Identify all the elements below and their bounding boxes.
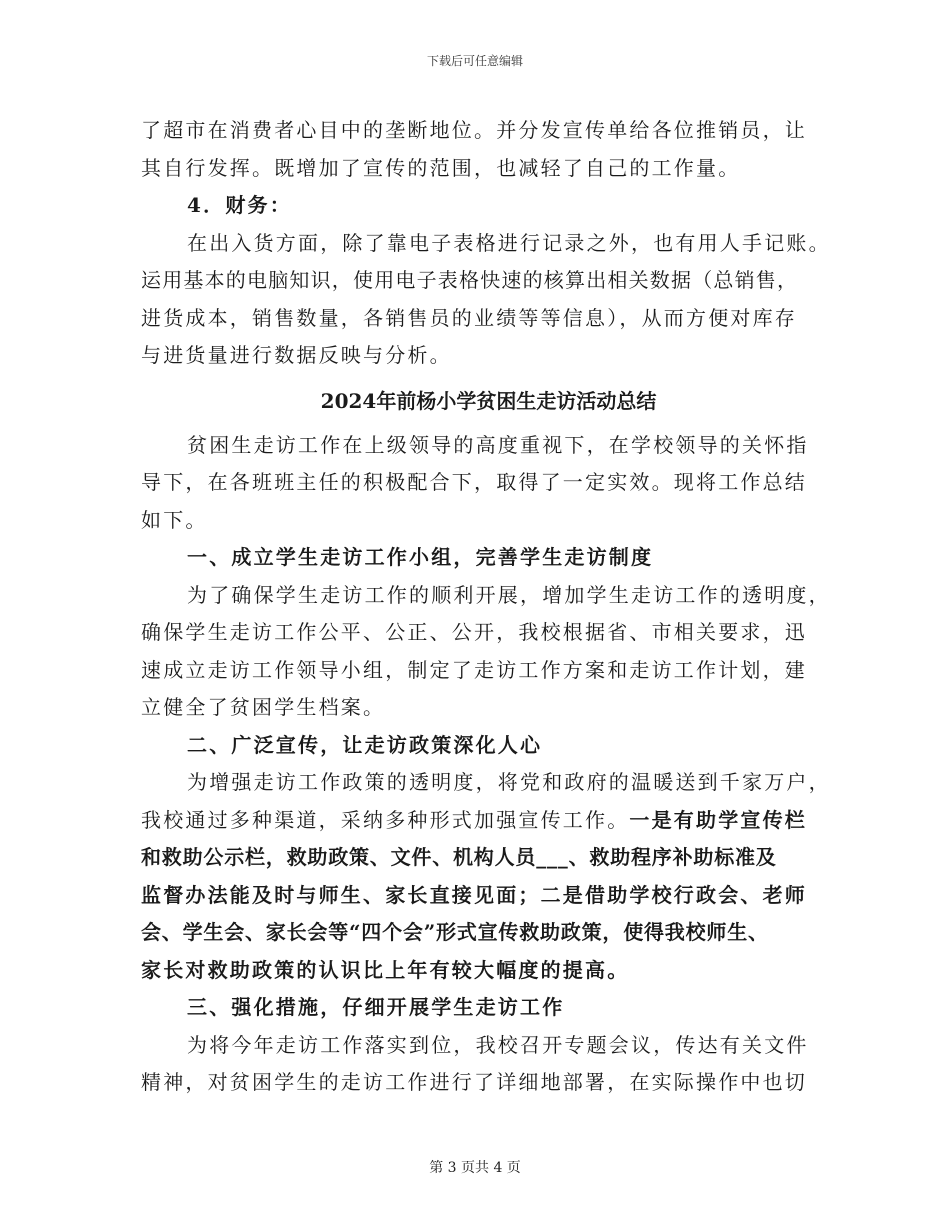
body-line: 确保学生走访工作公平、公正、公开，我校根据省、市相关要求，迅	[141, 620, 807, 644]
body-line: 与进货量进行数据反映与分析。	[141, 343, 452, 367]
bold-body-line: 监督办法能及时与师生、家长直接见面；二是借助学校行政会、老师	[141, 882, 807, 907]
body-line: 如下。	[141, 507, 208, 532]
body-line-mixed	[141, 802, 826, 840]
section-heading-1: 一、成立学生走访工作小组，完善学生走访制度	[187, 545, 654, 569]
page-footer: 第 3 页共 4 页	[429, 1160, 521, 1176]
bold-body-line: 和救助公示栏，救助政策、文件、机构人员___、救助程序补助标准及	[141, 845, 777, 869]
body-line: 速成立走访工作领导小组，制定了走访工作方案和走访工作计划，建	[141, 657, 807, 682]
body-line: 为增强走访工作政策的透明度，将党和政府的温暖送到千家万户，	[187, 770, 831, 794]
body-line: 为了确保学生走访工作的顺利开展，增加学生走访工作的透明度，	[187, 582, 831, 607]
page-header: 下载后可任意编辑	[426, 54, 523, 68]
body-line: 贫困生走访工作在上级领导的高度重视下，在学校领导的关怀指	[187, 432, 809, 457]
body-line: 进货成本，销售数量，各销售员的业绩等等信息），从而方便对库存	[141, 305, 797, 330]
bold-body-line: 会、学生会、家长会等“四个会”形式宣传救助政策，使得我校师生、	[141, 920, 769, 944]
body-line: 其自行发挥。既增加了宣传的范围，也减轻了自己的工作量。	[141, 155, 741, 180]
section-heading-3: 三、强化措施，仔细开展学生走访工作	[187, 995, 565, 1019]
section-heading-2: 二、广泛宣传，让走访政策深化人心	[187, 732, 543, 757]
body-line: 了超市在消费者心目中的垄断地位。并分发宣传单给各位推销员，让	[141, 118, 807, 142]
body-line: 运用基本的电脑知识，使用电子表格快速的核算出相关数据（总销售，	[141, 268, 799, 292]
body-line: 精神，对贫困学生的走访工作进行了详细地部署，在实际操作中也切	[141, 1070, 807, 1094]
finance-heading: 4．财务：	[187, 193, 292, 217]
document-body	[141, 112, 831, 1102]
body-line: 为将今年走访工作落实到位，我校召开专题会议，传达有关文件	[187, 1032, 809, 1057]
body-line: 立健全了贫困学生档案。	[141, 695, 386, 719]
article-title: 2024年前杨小学贫困生走访活动总结	[320, 388, 657, 413]
bold-body-line: 家长对救助政策的认识比上年有较大幅度的提高。	[141, 957, 630, 982]
body-line: 导下，在各班班主任的积极配合下，取得了一定实效。现将工作总结	[141, 470, 807, 494]
bold-text: 一是有助学宣传栏	[629, 807, 808, 832]
body-line: 在出入货方面，除了靠电子表格进行记录之外，也有用人手记账。	[187, 230, 831, 255]
body-text: 我校通过多种渠道，采纳多种形式加强宣传工作。	[141, 807, 630, 832]
